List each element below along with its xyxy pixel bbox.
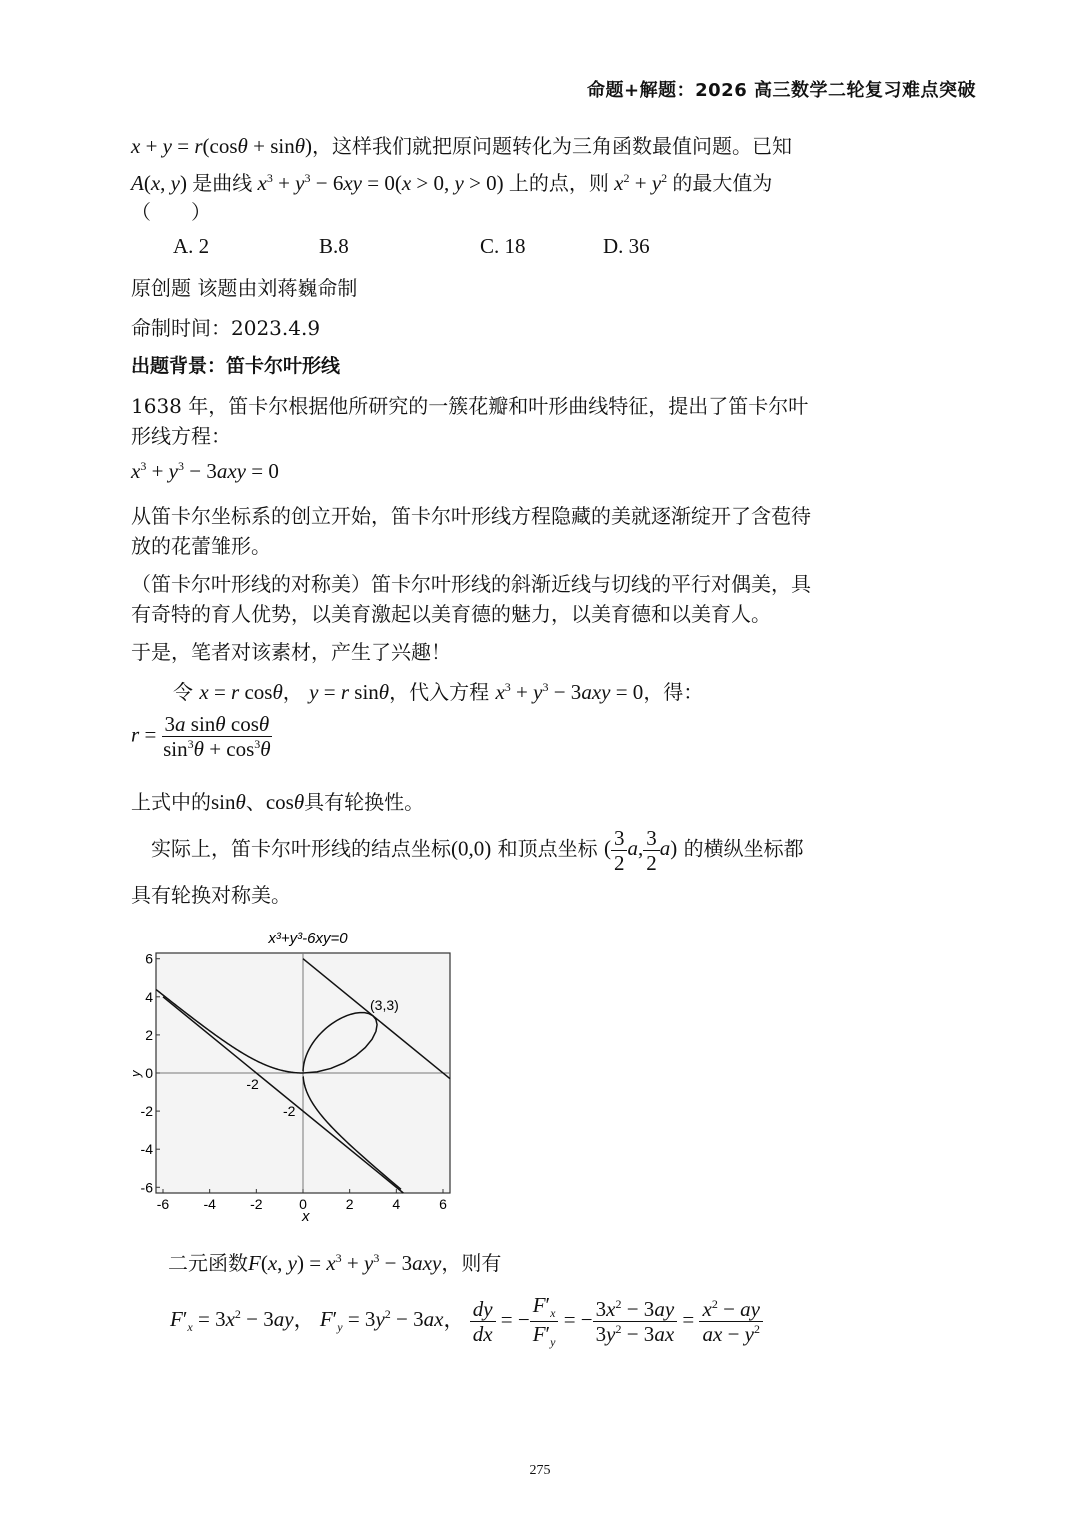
- rotation-line: 上式中的sinθ、cosθ具有轮换性。: [131, 790, 425, 814]
- y-axis-label: y: [128, 1070, 143, 1077]
- y-tick-label: 0: [145, 1065, 153, 1081]
- target-expression: $x^2 + y^2$: [614, 171, 668, 195]
- y-tick-label: 6: [145, 950, 153, 967]
- para3-line1: （笛卡尔叶形线的对称美）笛卡尔叶形线的斜渐近线与切线的平行对偶美，具: [131, 572, 811, 596]
- problem-text-2b: 上的点，则: [508, 171, 609, 195]
- sub-text-c: ，得：: [643, 680, 704, 704]
- point-a: A(x, y): [131, 171, 187, 195]
- x-tick-label: 6: [439, 1196, 447, 1212]
- answer-paren: （ ）: [131, 200, 211, 224]
- para2-line2: 放的花蕾雏形。: [131, 534, 271, 558]
- deriv-text-b: ，则有: [441, 1251, 502, 1275]
- date-note: 命制时间：2023.4.9: [131, 316, 321, 340]
- x-tick-label: -6: [156, 1196, 170, 1212]
- rotation-text-b: 、: [245, 790, 266, 814]
- choice-d: D. 36: [603, 234, 650, 258]
- vertex-annotation: (3,3): [370, 996, 399, 1013]
- y-tick-label: -4: [140, 1141, 153, 1158]
- substituted-equation: $x^3 + y^3 - 3axy = 0$: [495, 680, 644, 704]
- choice-c: C. 18: [480, 234, 526, 258]
- choice-a: A. 2: [173, 234, 210, 258]
- y-substitution: y = r sinθ: [309, 680, 390, 704]
- para4: 于是，笔者对该素材，产生了兴趣！: [131, 640, 451, 664]
- vertex-coordinate: ( $\frac{3}{2}$ a, $\frac{3}{2}$ a): [603, 826, 678, 876]
- fy-partial: $F'_y = 3y^2 - 3ax$: [319, 1307, 444, 1335]
- partial-derivatives: $F'_x = 3x^2 - 3ay$， $F'_y = 3y^2 - 3ax$， $\frac{dy}{dx}$ = − $\frac{F'_x}{F'_y}$ = − $\frac{3x^2 - 3ay}{3y^2 - 3ax}$ = $\frac{x^2 - ay}{ax - y^2}$: [170, 1293, 763, 1350]
- x-tick-label: 0: [299, 1196, 307, 1212]
- x-tick-label: 4: [392, 1196, 401, 1212]
- vertex-text-c: 的横纵坐标都: [683, 836, 804, 861]
- folium-equation: $x^3 + y^3 - 3axy = 0$: [131, 459, 279, 483]
- problem-line-1: [131, 130, 792, 159]
- y-intercept-annotation: -2: [283, 1103, 296, 1120]
- para3-line2: 有奇特的育人优势，以美育激起以美育德的魅力，以美育德和以美育人。: [131, 602, 771, 626]
- curve-equation: $x^3 + y^3 - 6xy = 0(x > 0$, y > 0): [257, 171, 504, 195]
- r-formula: r = $\frac{\text{3a sinθ cosθ}}{\sin^3\theta + \cos^3\theta}$: [131, 712, 271, 762]
- problem-line-2: [131, 167, 772, 196]
- problem-text-1: ，这样我们就把原问题转化为三角函数最值问题。已知: [312, 134, 793, 158]
- r-fraction: $\frac{\text{3a sinθ cosθ}}{\sin^3\theta + \cos^3\theta}$: [163, 712, 271, 762]
- vertex-line: 实际上，笛卡尔叶形线的结点坐标(0,0) 和顶点坐标 ( $\frac{3}{2}$ a, $\frac{3}{2}$ a) 的横纵坐标都: [151, 826, 804, 876]
- y-tick-label: 4: [145, 988, 153, 1005]
- vertex-text-a: 实际上，笛卡尔叶形线的结点坐标: [151, 836, 451, 861]
- rotation-text-c: 具有轮换性。: [304, 790, 425, 814]
- substitution-line: 令 x = r cosθ， y = r sinθ，代入方程 $x^3 + y^3 - 3axy = 0$，得：: [173, 680, 704, 704]
- vertex-line2: 具有轮换对称美。: [131, 883, 291, 907]
- origin-note: 原创题 该题由刘蒋巍命制: [131, 276, 358, 300]
- x-axis-label: x: [302, 1208, 310, 1225]
- x-substitution: x = r cosθ: [199, 680, 283, 704]
- derivative-intro: [168, 1247, 501, 1276]
- function-definition: F(x, $y) = x^3 + y^3 - 3axy$: [248, 1251, 442, 1275]
- x-tick-label: -4: [203, 1196, 216, 1212]
- vertex-text-b: 和顶点坐标: [497, 836, 598, 861]
- rotation-text-a: 上式中的: [131, 790, 211, 814]
- y-tick-label: -2: [140, 1103, 153, 1120]
- para2-line1: 从笛卡尔坐标系的创立开始，笛卡尔叶形线方程隐藏的美就逐渐绽开了含苞待: [131, 504, 811, 528]
- problem-text-2c: 的最大值为: [672, 171, 773, 195]
- sub-text-a: 令: [173, 680, 193, 704]
- choice-b: B.8: [319, 234, 349, 258]
- para1-line1: 1638 年，笛卡尔根据他所研究的一簇花瓣和叶形曲线特征，提出了笛卡尔叶: [131, 394, 809, 418]
- problem-text-2a: 是曲线: [192, 171, 253, 195]
- deriv-text-a: 二元函数: [168, 1251, 248, 1275]
- y-tick-label: 2: [145, 1026, 153, 1043]
- chart-title: x³+y³-6xy=0: [268, 930, 348, 947]
- page-header: 命题+解题：2026 高三数学二轮复习难点突破: [587, 80, 976, 101]
- x-tick-label: 2: [345, 1196, 354, 1212]
- folium-figure: [130, 925, 460, 1225]
- y-tick-label: -6: [140, 1179, 153, 1196]
- section-title: 出题背景：笛卡尔叶形线: [131, 355, 341, 377]
- para1-line2: 形线方程：: [131, 424, 231, 448]
- page-number: 275: [529, 1463, 551, 1478]
- sub-text-b: ，代入方程: [389, 680, 490, 704]
- fx-partial: $F'_x = 3x^2 - 3ay$: [170, 1307, 294, 1335]
- polar-sum-formula: x + y = r(cosθ + sinθ): [131, 134, 313, 158]
- x-tick-label: -2: [250, 1196, 263, 1212]
- x-intercept-annotation: -2: [246, 1076, 259, 1092]
